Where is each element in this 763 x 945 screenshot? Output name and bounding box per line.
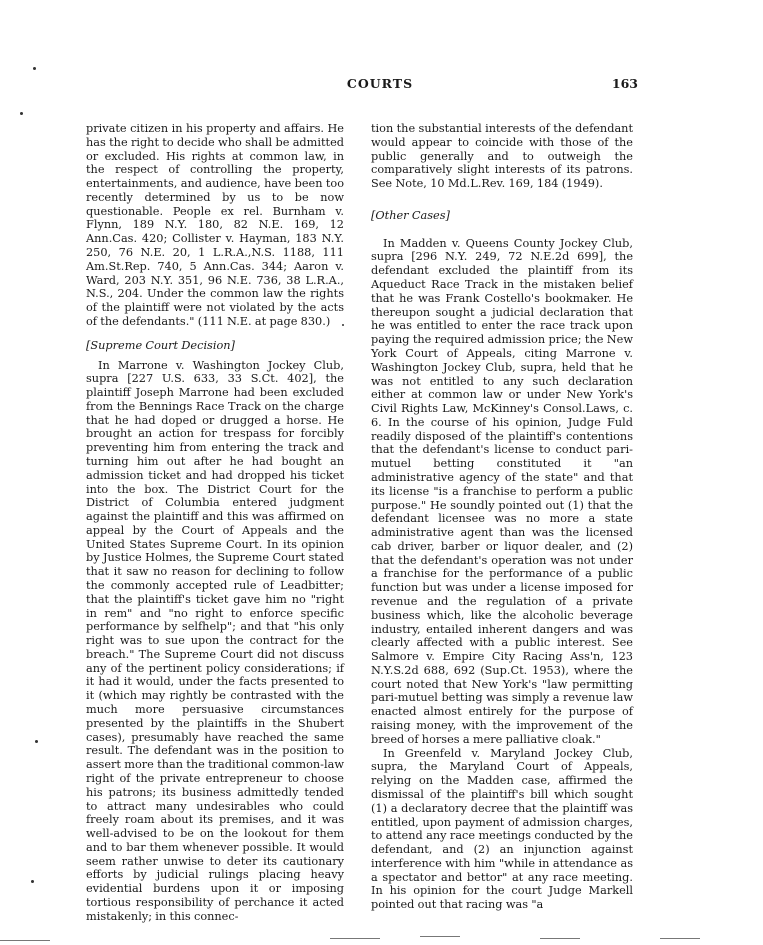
section-heading-supreme-court-decision: [Supreme Court Decision] — [86, 338, 235, 352]
left-paragraph-2: In Marrone v. Washington Jockey Club, supra [227 U.S. 633, 33 S.Ct. 402], the plaintiff Joseph Marrone had been excluded from the Bennings Race Track on the charge that he had doped or drugged a horse. He brought an action for trespass for forcibly preventing him from entering the track and turning him out after he had bought an admission ticket and had dropped his ticket into the box. The District Court for the District of Columbia entered judgment against the plaintiff and this was affirmed on appeal by the Court of Appeals and the United States Supreme Court. In its opinion by Justice Holmes, the Supreme Court stated that it saw no reason for declining to follow the commonly accepted rule of Leadbitter; that the plaintiff's ticket gave him no "right in rem" and "no right to enforce specific performance by selfhelp"; and that "his only right was to sue upon the contract for the breach." The Supreme Court did not discuss any of the pertinent policy considerations; if it had it would, under the facts presented to it (which may rightly be contrasted with the much more persuasive circumstances presented by the plaintiffs in the Shubert cases), presumably have reached the same result. The defendant was in the position to assert more than the traditional common-law right of the private entrepreneur to choose his patrons; its business admittedly tended to attract many undesirables who could freely roam about its premises, and it was well-advised to be on the lookout for them and to bar them whenever possible. It would seem rather unwise to deter its cautionary efforts by judicial rulings placing heavy evidential burdens upon it or imposing tortious responsibility of perchance it acted mistakenly; in this connec- — [86, 358, 344, 923]
scan-artifact-line — [540, 938, 580, 939]
scan-speck — [31, 880, 34, 883]
scan-artifact-line — [420, 936, 460, 937]
section-heading-other-cases: [Other Cases] — [371, 208, 450, 222]
right-paragraph-2: In Madden v. Queens County Jockey Club, supra [296 N.Y. 249, 72 N.E.2d 699], the defendant excluded the plaintiff from its Aqueduct Race Track in the mistaken belief that he was Frank Costello's bookmaker. He thereupon sought a judicial declaration that he was entitled to enter the race track upon paying the required admission price; the New York Court of Appeals, citing Marrone v. Washington Jockey Club, supra, held that he was not entitled to any such declaration either at common law or under New York's Civil Rights Law, McKinney's Consol.Laws, c. 6. In the course of his opinion, Judge Fuld readily disposed of the plaintiff's contentions that the defendant's license to conduct pari-mutuel betting constituted it "an administrative agency of the state" and that its license "is a franchise to perform a public purpose." He soundly pointed out (1) that the defendant licensee was no more a state administrative agent than was the licensed cab driver, barber or liquor dealer, and (2) that the defendant's operation was not under a franchise for the performance of a public function but was under a license imposed for revenue and the regulation of a private business which, like the alcoholic beverage industry, entailed inherent dangers and was clearly affected with a public interest. See Salmore v. Empire City Racing Ass'n, 123 N.Y.S.2d 688, 692 (Sup.Ct. 1953), where the court noted that New York's "law permitting pari-mutuel betting was simply a revenue law enacted almost entirely for the purpose of raising money, with the improvement of the breed of horses a mere palliative cloak." — [371, 236, 633, 746]
scan-speck — [35, 740, 38, 743]
scan-artifact-line — [330, 938, 380, 939]
scan-speck — [33, 67, 36, 70]
scan-artifact-line — [0, 940, 50, 941]
running-title: COURTS — [346, 76, 414, 91]
scan-artifact-line — [660, 938, 700, 939]
page-number: 163 — [611, 76, 638, 91]
left-paragraph-1: private citizen in his property and affairs. He has the right to decide who shall be admitted or excluded. His rights at common law, in the respect of controlling the property, entertainments, and audience, have been too recently determined by us to be now questionable. People ex rel. Burnham v. Flynn, 189 N.Y. 180, 82 N.E. 169, 12 Ann.Cas. 420; Collister v. Hayman, 183 N.Y. 250, 76 N.E. 20, 1 L.R.A.,N.S. 1188, 111 Am.St.Rep. 740, 5 Ann.Cas. 344; Aaron v. Ward, 203 N.Y. 351, 96 N.E. 736, 38 L.R.A., N.S., 204. Under the common law the rights of the plaintiff were not violated by the acts of the defendants." (111 N.E. at page 830.) — [86, 122, 344, 328]
left-column — [86, 122, 344, 924]
running-head — [0, 76, 763, 94]
right-paragraph-1: tion the substantial interests of the defendant would appear to coincide with those of the public generally and to outweigh the comparatively slight interests of its patrons. See Note, 10 Md.L.Rev. 169, 184 (1949). — [371, 122, 633, 191]
right-column — [371, 122, 633, 912]
scan-speck — [20, 112, 23, 115]
scan-speck — [342, 324, 344, 326]
right-paragraph-3: In Greenfeld v. Maryland Jockey Club, supra, the Maryland Court of Appeals, relying on the Madden case, affirmed the dismissal of the plaintiff's bill which sought (1) a declaratory decree that the plaintiff was entitled, upon payment of admission charges, to attend any race meetings conducted by the defendant, and (2) an injunction against interference with him "while in attendance as a spectator and bettor" at any race meeting. In his opinion for the court Judge Markell pointed out that racing was "a — [371, 746, 633, 912]
